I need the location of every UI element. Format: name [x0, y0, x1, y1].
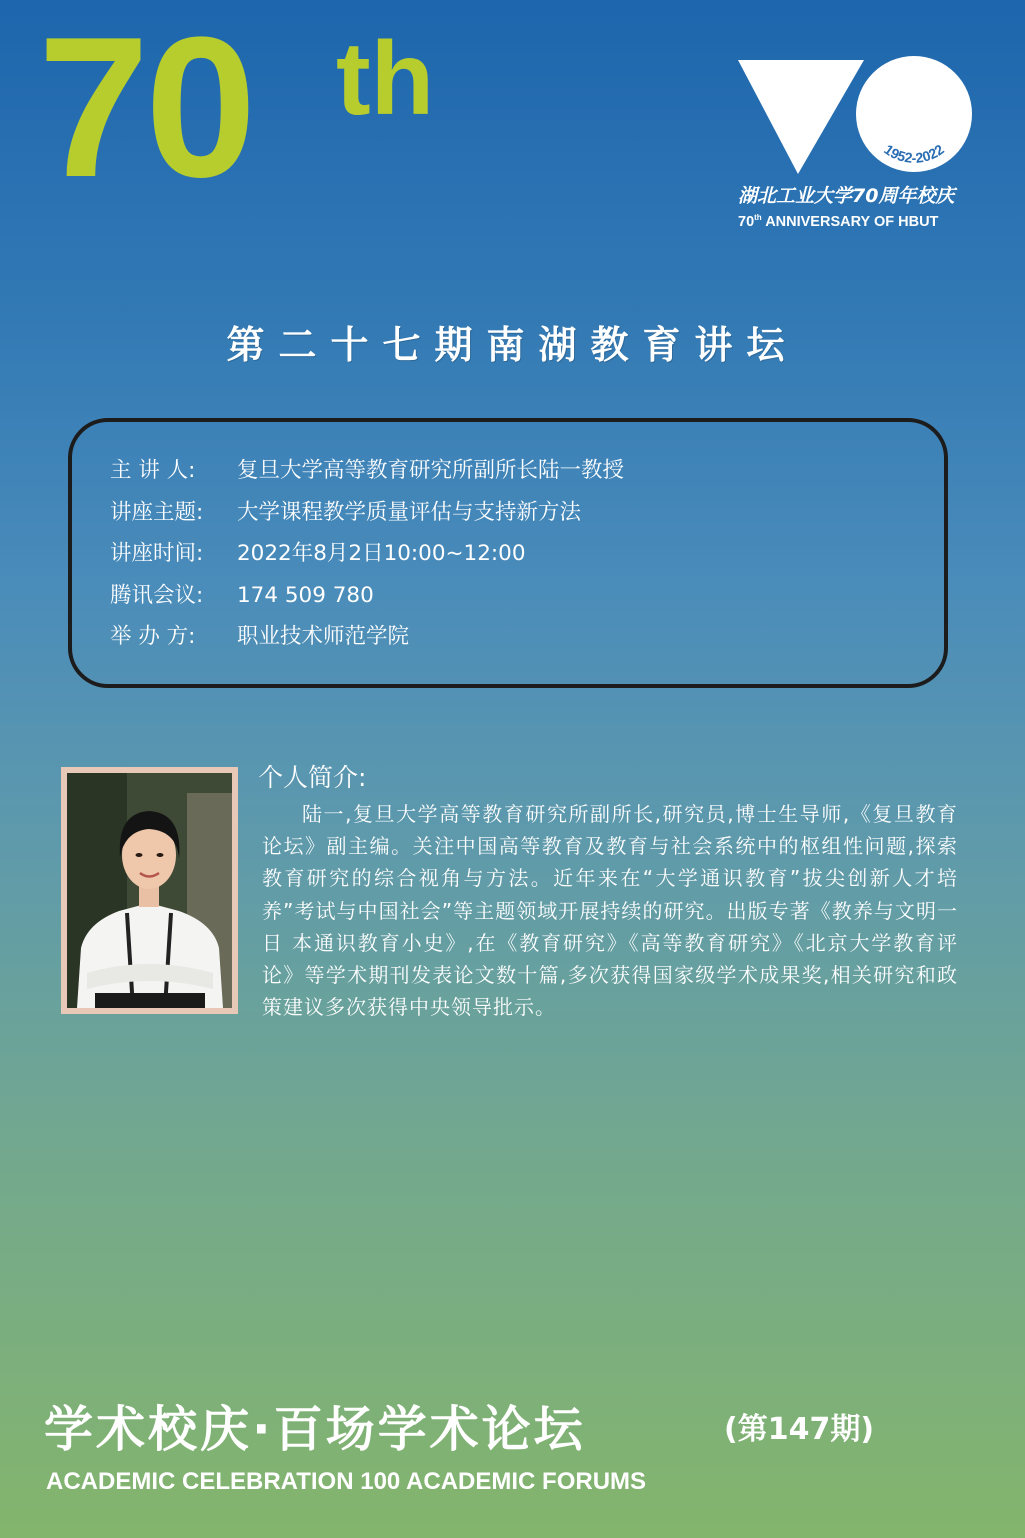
bio-body: 陆一,复旦大学高等教育研究所副所长,研究员,博士生导师,《复旦教育论坛》副主编。关注中国高等教育及教育与社会系统中的枢组性问题,探索教育研究的综合视角与方法。近年来在“大学通识教育”拔尖创新人才培养”考试与中国社会”等主题领域开展持续的研究。出版专著《教养与文明一日 本通识教育小史》,在《教育研究》《高等教育研究》《北京大学教育评论》等学术期刊发表论文数十篇,多次获得国家级学术成果奖,相关研究和政策建议多次获得中央领导批示。 — [262, 802, 958, 1020]
info-row-speaker — [110, 453, 624, 489]
hbut-70-logo — [736, 56, 976, 231]
anniversary-suffix: th — [336, 21, 435, 137]
speaker-portrait — [67, 773, 232, 1008]
anniversary-number: 70 — [38, 0, 253, 219]
info-label: 举 办 方: — [110, 624, 196, 649]
logo-en-prefix: 70 — [738, 213, 755, 230]
forum-title: 第二十七期南湖教育讲坛 — [226, 322, 799, 367]
info-value: 大学课程教学质量评估与支持新方法 — [237, 500, 582, 525]
info-row-meeting-id — [110, 578, 374, 614]
logo-en-sup: th — [754, 213, 762, 222]
info-label: 主 讲 人: — [110, 458, 196, 483]
info-value: 174 509 780 — [237, 583, 374, 608]
footer-issue: (第147期) — [724, 1412, 875, 1447]
info-value: 职业技术师范学院 — [237, 624, 410, 649]
lecture-info-box — [68, 418, 948, 688]
info-label: 讲座时间: — [110, 541, 204, 566]
info-row-topic — [110, 495, 581, 531]
info-value: 2022年8月2日10:00~12:00 — [237, 541, 526, 566]
info-label: 讲座主题: — [110, 500, 204, 525]
speaker-photo-frame — [61, 767, 238, 1014]
footer-cn-title: 学术校庆·百场学术论坛 — [44, 1401, 586, 1458]
info-value: 复旦大学高等教育研究所副所长陆一教授 — [237, 458, 625, 483]
logo-cn-name: 湖北工业大学70周年校庆 — [738, 185, 955, 207]
bio-heading: 个人简介: — [258, 763, 367, 792]
speaker-photo — [67, 773, 232, 1008]
logo-graphic — [736, 56, 976, 184]
logo-en-rest: ANNIVERSARY OF HBUT — [761, 213, 939, 230]
footer-en-title: ACADEMIC CELEBRATION 100 ACADEMIC FORUMS — [46, 1468, 647, 1495]
info-row-time — [110, 536, 526, 572]
logo-triangle — [738, 60, 864, 174]
logo-years: 1952-2022 — [881, 141, 947, 166]
info-row-organizer — [110, 619, 409, 655]
info-label: 腾讯会议: — [110, 583, 204, 608]
logo-en-name — [738, 208, 978, 232]
